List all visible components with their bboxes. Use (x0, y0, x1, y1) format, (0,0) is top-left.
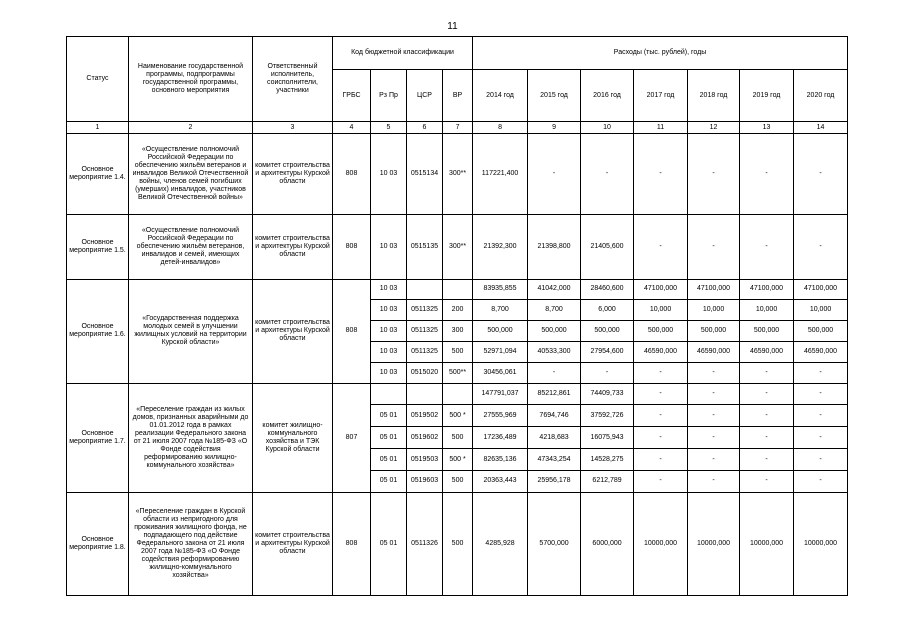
csr-cell: 0511325 (407, 341, 443, 362)
header-csr: ЦСР (407, 70, 443, 122)
column-number: 4 (333, 122, 371, 133)
expense-value-cell: 21405,600 (581, 215, 634, 280)
expense-value-cell: 10,000 (634, 300, 688, 321)
expense-value-cell: - (528, 362, 581, 383)
vr-cell: 300 (443, 321, 473, 342)
column-number: 9 (528, 122, 581, 133)
rzpr-cell: 10 03 (371, 321, 407, 342)
expense-value-cell: 46590,000 (688, 341, 740, 362)
vr-cell: 500** (443, 362, 473, 383)
vr-cell: 300** (443, 133, 473, 214)
expense-value-cell: - (634, 470, 688, 492)
expense-value-cell: - (740, 405, 794, 427)
csr-cell: 0515135 (407, 215, 443, 280)
expense-value-cell: 10000,000 (634, 492, 688, 595)
vr-cell: 500 * (443, 449, 473, 471)
rzpr-cell: 10 03 (371, 215, 407, 280)
expense-value-cell: 117221,400 (473, 133, 528, 214)
expense-value-cell: 47100,000 (688, 279, 740, 300)
header-vr: ВР (443, 70, 473, 122)
csr-cell: 0519503 (407, 449, 443, 471)
expense-value-cell: 17236,489 (473, 427, 528, 449)
csr-cell: 0515020 (407, 362, 443, 383)
page-number: 11 (447, 21, 458, 32)
executor-cell: комитет строительства и архитектуры Курской области (253, 133, 333, 214)
rzpr-cell (371, 383, 407, 405)
expense-value-cell: 46590,000 (634, 341, 688, 362)
executor-cell: комитет строительства и архитектуры Курской области (253, 215, 333, 280)
expense-value-cell: 14528,275 (581, 449, 634, 471)
vr-cell: 500 (443, 492, 473, 595)
expense-value-cell: 27555,969 (473, 405, 528, 427)
expense-value-cell: - (794, 405, 848, 427)
expense-value-cell: 10000,000 (688, 492, 740, 595)
expense-value-cell: 30456,061 (473, 362, 528, 383)
header-budget-code: Код бюджетной классификации (333, 37, 473, 70)
expense-value-cell: 82635,136 (473, 449, 528, 471)
status-cell: Основное мероприятие 1.4. (67, 133, 129, 214)
grbs-cell: 808 (333, 133, 371, 214)
grbs-cell: 808 (333, 492, 371, 595)
header-year: 2020 год (794, 70, 848, 122)
expense-value-cell: - (794, 133, 848, 214)
rzpr-cell: 05 01 (371, 405, 407, 427)
expense-value-cell: - (688, 470, 740, 492)
expense-value-cell: - (740, 470, 794, 492)
vr-cell (443, 279, 473, 300)
expense-value-cell: - (740, 383, 794, 405)
expense-value-cell: 28460,600 (581, 279, 634, 300)
expense-value-cell: - (688, 449, 740, 471)
expense-value-cell: 52971,094 (473, 341, 528, 362)
expense-value-cell: - (528, 133, 581, 214)
header-year: 2018 год (688, 70, 740, 122)
column-number: 13 (740, 122, 794, 133)
expense-value-cell: 500,000 (634, 321, 688, 342)
expense-value-cell: 8,700 (528, 300, 581, 321)
budget-table (66, 36, 848, 596)
rzpr-cell: 10 03 (371, 341, 407, 362)
header-status: Статус (67, 37, 129, 122)
vr-cell: 200 (443, 300, 473, 321)
rzpr-cell: 05 01 (371, 470, 407, 492)
column-number: 14 (794, 122, 848, 133)
header-year: 2015 год (528, 70, 581, 122)
expense-value-cell: 500,000 (688, 321, 740, 342)
vr-cell: 300** (443, 215, 473, 280)
csr-cell: 0519602 (407, 427, 443, 449)
expense-value-cell: 41042,000 (528, 279, 581, 300)
expense-value-cell: - (740, 215, 794, 280)
expense-value-cell: - (740, 362, 794, 383)
table-row (67, 215, 848, 280)
column-number: 1 (67, 122, 129, 133)
vr-cell: 500 (443, 427, 473, 449)
expense-value-cell: - (688, 215, 740, 280)
expense-value-cell: 47100,000 (740, 279, 794, 300)
header-executor: Ответственный исполнитель, соисполнители, участники (253, 37, 333, 122)
csr-cell: 0519502 (407, 405, 443, 427)
expense-value-cell: 16075,943 (581, 427, 634, 449)
expense-value-cell: - (794, 215, 848, 280)
column-number: 6 (407, 122, 443, 133)
rzpr-cell: 05 01 (371, 492, 407, 595)
expense-value-cell: - (688, 362, 740, 383)
status-cell: Основное мероприятие 1.5. (67, 215, 129, 280)
expense-value-cell: 8,700 (473, 300, 528, 321)
column-number: 12 (688, 122, 740, 133)
vr-cell: 500 * (443, 405, 473, 427)
expense-value-cell: 21398,800 (528, 215, 581, 280)
expense-value-cell: 4285,928 (473, 492, 528, 595)
rzpr-cell: 05 01 (371, 427, 407, 449)
status-cell: Основное мероприятие 1.7. (67, 383, 129, 492)
table-row (67, 492, 848, 595)
header-year: 2016 год (581, 70, 634, 122)
expense-value-cell: 10,000 (794, 300, 848, 321)
grbs-cell: 808 (333, 279, 371, 383)
expense-value-cell: - (794, 362, 848, 383)
grbs-cell: 808 (333, 215, 371, 280)
name-cell: «Осуществление полномочий Российской Федерации по обеспечению жильём ветеранов, инвалидов и семей, имеющих детей-инвалидов» (129, 215, 253, 280)
expense-value-cell: - (794, 449, 848, 471)
expense-value-cell: - (794, 427, 848, 449)
status-cell: Основное мероприятие 1.8. (67, 492, 129, 595)
expense-value-cell: 47100,000 (794, 279, 848, 300)
expense-value-cell: 147791,037 (473, 383, 528, 405)
table-row (67, 279, 848, 300)
expense-value-cell: 10,000 (740, 300, 794, 321)
header-year: 2017 год (634, 70, 688, 122)
column-number: 2 (129, 122, 253, 133)
expense-value-cell: 85212,861 (528, 383, 581, 405)
expense-value-cell: 10,000 (688, 300, 740, 321)
expense-value-cell: - (688, 133, 740, 214)
csr-cell: 0511325 (407, 321, 443, 342)
name-cell: «Переселение граждан в Курской области из непригодного для проживания жилищного фонда, не подпадающего под действие Федерального закона от 21 июля 2007 года №185-ФЗ «О Фонде содействия реформированию жилищно-коммунального хозяйства» (129, 492, 253, 595)
expense-value-cell: 5700,000 (528, 492, 581, 595)
name-cell: «Переселение граждан из жилых домов, признанных аварийными до 01.01.2012 года в рамках реализации Федерального закона от 21 июля 2007 года №185-ФЗ «О Фонде содействия реформированию жилищно-коммунального хозяйства» (129, 383, 253, 492)
expense-value-cell: 10000,000 (794, 492, 848, 595)
expense-value-cell: 46590,000 (740, 341, 794, 362)
executor-cell: комитет строительства и архитектуры Курской области (253, 279, 333, 383)
header-grbs: ГРБС (333, 70, 371, 122)
csr-cell: 0515134 (407, 133, 443, 214)
expense-value-cell: - (688, 405, 740, 427)
header-year: 2019 год (740, 70, 794, 122)
csr-cell: 0511325 (407, 300, 443, 321)
expense-value-cell: 4218,683 (528, 427, 581, 449)
expense-value-cell: 47100,000 (634, 279, 688, 300)
header-name: Наименование государственной программы, подпрограммы государственной программы, основного мероприятия (129, 37, 253, 122)
expense-value-cell: 47343,254 (528, 449, 581, 471)
expense-value-cell: 20363,443 (473, 470, 528, 492)
expense-value-cell: 7694,746 (528, 405, 581, 427)
expense-value-cell: - (740, 449, 794, 471)
expense-value-cell: 46590,000 (794, 341, 848, 362)
column-number: 5 (371, 122, 407, 133)
expense-value-cell: 500,000 (528, 321, 581, 342)
column-number: 3 (253, 122, 333, 133)
name-cell: «Государственная поддержка молодых семей в улучшении жилищных условий на территории Курской области» (129, 279, 253, 383)
expense-value-cell: - (634, 215, 688, 280)
expense-value-cell: - (581, 133, 634, 214)
header-year: 2014 год (473, 70, 528, 122)
rzpr-cell: 10 03 (371, 133, 407, 214)
expense-value-cell: - (634, 405, 688, 427)
expense-value-cell: 500,000 (740, 321, 794, 342)
csr-cell: 0519603 (407, 470, 443, 492)
grbs-cell: 807 (333, 383, 371, 492)
expense-value-cell: - (688, 383, 740, 405)
expense-value-cell: - (634, 449, 688, 471)
expense-value-cell: - (740, 427, 794, 449)
expense-value-cell: 10000,000 (740, 492, 794, 595)
csr-cell (407, 383, 443, 405)
header-rzpr: Рз Пр (371, 70, 407, 122)
expense-value-cell: 6,000 (581, 300, 634, 321)
vr-cell (443, 383, 473, 405)
expense-value-cell: - (794, 470, 848, 492)
rzpr-cell: 10 03 (371, 300, 407, 321)
csr-cell (407, 279, 443, 300)
expense-value-cell: - (740, 133, 794, 214)
column-number: 10 (581, 122, 634, 133)
expense-value-cell: - (634, 362, 688, 383)
header-expenses: Расходы (тыс. рублей), годы (473, 37, 848, 70)
expense-value-cell: 40533,300 (528, 341, 581, 362)
expense-value-cell: - (794, 383, 848, 405)
status-cell: Основное мероприятие 1.6. (67, 279, 129, 383)
expense-value-cell: 27954,600 (581, 341, 634, 362)
expense-value-cell: - (634, 133, 688, 214)
column-number: 7 (443, 122, 473, 133)
expense-value-cell: 25956,178 (528, 470, 581, 492)
expense-value-cell: 6212,789 (581, 470, 634, 492)
expense-value-cell: - (634, 383, 688, 405)
expense-value-cell: 74409,733 (581, 383, 634, 405)
executor-cell: комитет строительства и архитектуры Курской области (253, 492, 333, 595)
rzpr-cell: 10 03 (371, 362, 407, 383)
vr-cell: 500 (443, 341, 473, 362)
table-row (67, 383, 848, 405)
expense-value-cell: - (688, 427, 740, 449)
column-number: 8 (473, 122, 528, 133)
expense-value-cell: 500,000 (581, 321, 634, 342)
vr-cell: 500 (443, 470, 473, 492)
csr-cell: 0511326 (407, 492, 443, 595)
expense-value-cell: 6000,000 (581, 492, 634, 595)
expense-value-cell: 500,000 (473, 321, 528, 342)
rzpr-cell: 05 01 (371, 449, 407, 471)
expense-value-cell: - (634, 427, 688, 449)
column-number: 11 (634, 122, 688, 133)
executor-cell: комитет жилищно-коммунального хозяйства и ТЭК Курской области (253, 383, 333, 492)
name-cell: «Осуществление полномочий Российской Федерации по обеспечению жильём ветеранов и инвалидов Великой Отечественной войны, членов семей погибших (умерших) инвалидов, участников Великой Отечественной войны» (129, 133, 253, 214)
expense-value-cell: 500,000 (794, 321, 848, 342)
expense-value-cell: 21392,300 (473, 215, 528, 280)
table-row (67, 133, 848, 214)
expense-value-cell: 37592,726 (581, 405, 634, 427)
rzpr-cell: 10 03 (371, 279, 407, 300)
expense-value-cell: 83935,855 (473, 279, 528, 300)
expense-value-cell: - (581, 362, 634, 383)
column-number-row (67, 122, 848, 133)
